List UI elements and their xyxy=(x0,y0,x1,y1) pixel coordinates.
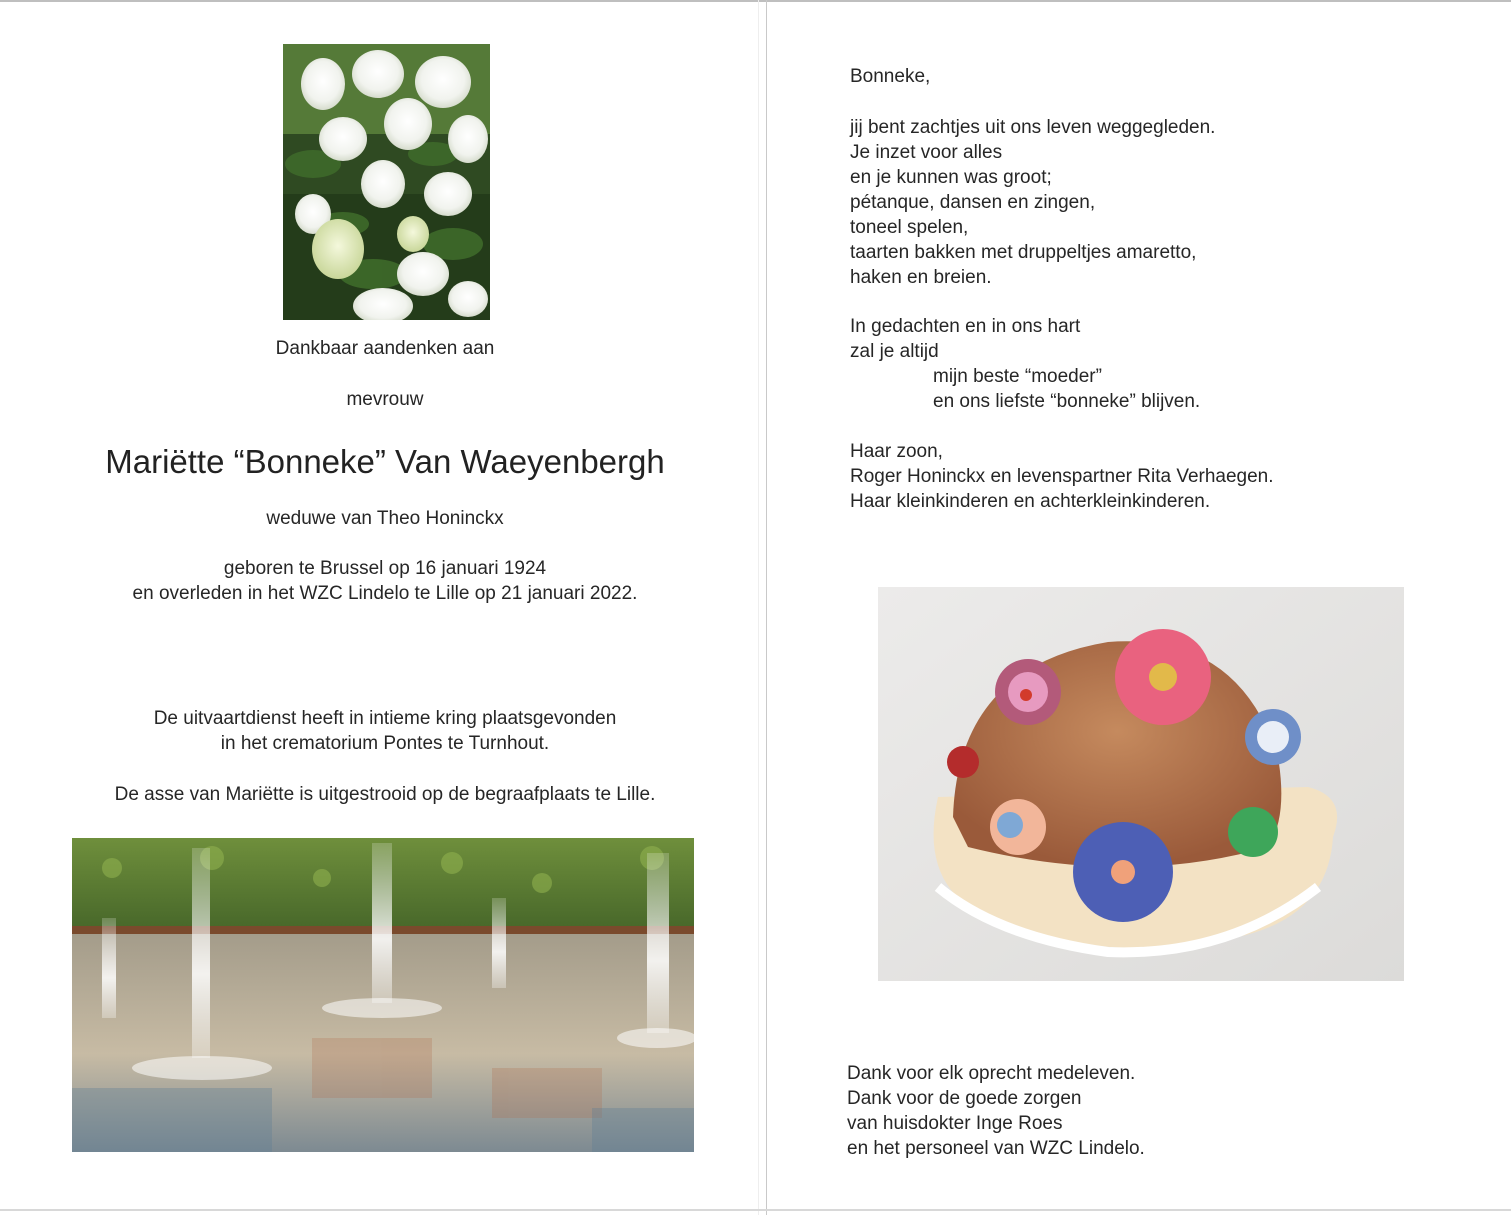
thanks-line: en het personeel van WZC Lindelo. xyxy=(847,1138,1145,1159)
poem-line: In gedachten en in ons hart xyxy=(850,316,1081,337)
service-text-line-2: in het crematorium Pontes te Turnhout. xyxy=(220,733,550,754)
thanks-line: Dank voor de goede zorgen xyxy=(847,1088,1082,1109)
poem-line: taarten bakken met druppeltjes amaretto, xyxy=(850,242,1197,263)
deceased-name: Mariëtte “Bonneke” Van Waeyenbergh xyxy=(105,443,665,480)
crocheted-hat-photo xyxy=(878,587,1404,981)
born-text: geboren te Brussel op 16 januari 1924 xyxy=(223,558,547,579)
poem-line: pétanque, dansen en zingen, xyxy=(850,192,1096,213)
family-line: Haar zoon, xyxy=(850,441,943,462)
poem-line: jij bent zachtjes uit ons leven weggegleden. xyxy=(850,117,1216,138)
thanks-text xyxy=(847,1061,1145,1161)
fountain-photo xyxy=(72,838,694,1152)
died-text: en overleden in het WZC Lindelo te Lille op 21 januari 2022. xyxy=(132,583,638,604)
poem-line: zal je altijd xyxy=(850,341,939,362)
poem-line-indented: en ons liefste “bonneke” blijven. xyxy=(933,391,1201,412)
thanks-line: Dank voor elk oprecht medeleven. xyxy=(847,1063,1136,1084)
ashes-text: De asse van Mariëtte is uitgestrooid op de begraafplaats te Lille. xyxy=(114,784,656,805)
thanks-line: van huisdokter Inge Roes xyxy=(847,1113,1063,1134)
service-text-line-1: De uitvaartdienst heeft in intieme kring plaatsgevonden xyxy=(153,708,617,729)
card-fold xyxy=(766,0,767,1215)
greeting-text: Bonneke, xyxy=(850,66,931,87)
poem-line: haken en breien. xyxy=(850,267,992,288)
widow-text: weduwe van Theo Honinckx xyxy=(266,508,504,529)
poem-stanza-1 xyxy=(850,115,1215,290)
poem-stanza-2 xyxy=(850,314,1200,414)
poem-line: en je kunnen was groot; xyxy=(850,167,1052,188)
flowers-hydrangea-photo xyxy=(283,44,490,320)
title-text: mevrouw xyxy=(346,389,424,410)
poem-line: Je inzet voor alles xyxy=(850,142,1003,163)
family-line: Roger Honinckx en levenspartner Rita Verhaegen. xyxy=(850,466,1274,487)
poem-line-indented: mijn beste “moeder” xyxy=(933,366,1102,387)
poem-line: toneel spelen, xyxy=(850,217,969,238)
dedication-text: Dankbaar aandenken aan xyxy=(275,338,495,359)
family-text xyxy=(850,439,1274,514)
right-panel xyxy=(768,0,1511,1215)
family-line: Haar kleinkinderen en achterkleinkinderen. xyxy=(850,491,1211,512)
